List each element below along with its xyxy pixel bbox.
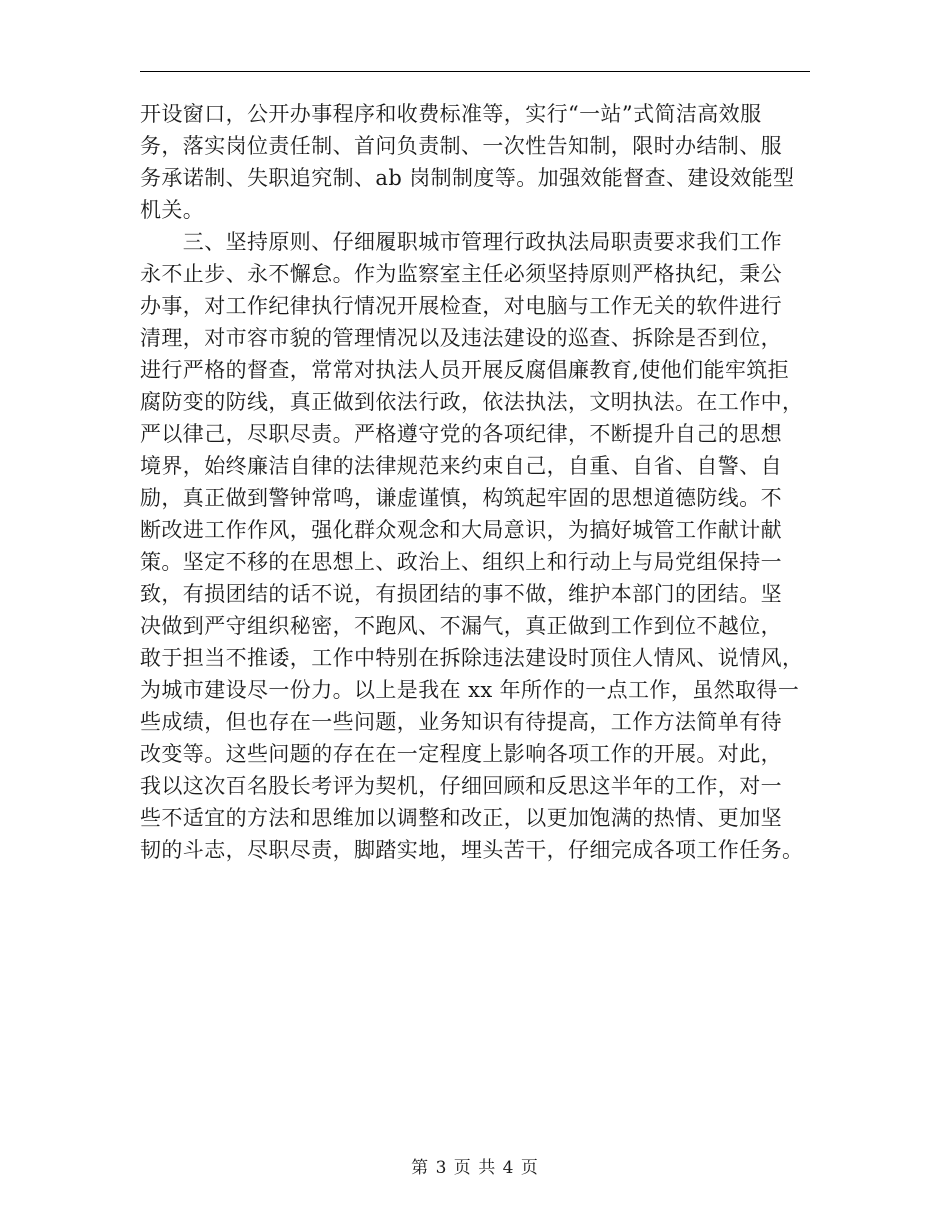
text-line: 励，真正做到警钟常鸣，谦虚谨慎，构筑起牢固的思想道德防线。不	[140, 486, 782, 510]
text-line: 断改进工作作风，强化群众观念和大局意识，为搞好城管工作献计献	[140, 518, 782, 542]
text-line: 敢于担当不推诿，工作中特别在拆除违法建设时顶住人情风、说情风，	[140, 646, 804, 670]
body-text	[140, 98, 812, 866]
text-line: 办事，对工作纪律执行情况开展检查，对电脑与工作无关的软件进行	[140, 294, 782, 318]
header-rule	[140, 71, 810, 72]
paragraph-start-line: 三、坚持原则、仔细履职城市管理行政执法局职责要求我们工作	[140, 230, 782, 254]
text-line: 务承诺制、失职追究制、ab 岗制制度等。加强效能督查、建设效能型	[140, 166, 795, 190]
page-number-footer: 第 3 页 共 4 页	[411, 1158, 539, 1178]
text-line: 些不适宜的方法和思维加以调整和改正，以更加饱满的热情、更加坚	[140, 806, 782, 830]
text-line: 务，落实岗位责任制、首问负责制、一次性告知制，限时办结制、服	[140, 134, 782, 158]
text-line: 清理，对市容市貌的管理情况以及违法建设的巡查、拆除是否到位，	[140, 326, 782, 350]
text-line: 些成绩，但也存在一些问题，业务知识有待提高，工作方法简单有待	[140, 710, 782, 734]
text-line: 永不止步、永不懈怠。作为监察室主任必须坚持原则严格执纪，秉公	[140, 262, 782, 286]
text-line: 韧的斗志，尽职尽责，脚踏实地，埋头苦干，仔细完成各项工作任务。	[140, 838, 804, 862]
text-line: 开设窗口，公开办事程序和收费标准等，实行“一站”式简洁高效服	[140, 102, 762, 126]
text-line: 腐防变的防线，真正做到依法行政，依法执法，文明执法。在工作中，	[140, 390, 804, 414]
text-line: 境界，始终廉洁自律的法律规范来约束自己，自重、自省、自警、自	[140, 454, 782, 478]
text-line: 决做到严守组织秘密，不跑风、不漏气，真正做到工作到位不越位，	[140, 614, 782, 638]
text-line: 我以这次百名股长考评为契机，仔细回顾和反思这半年的工作，对一	[140, 774, 782, 798]
text-line: 策。坚定不移的在思想上、政治上、组织上和行动上与局党组保持一	[140, 550, 782, 574]
text-line: 为城市建设尽一份力。以上是我在 xx 年所作的一点工作，虽然取得一	[140, 678, 800, 702]
text-line: 改变等。这些问题的存在在一定程度上影响各项工作的开展。对此，	[140, 742, 782, 766]
text-line: 严以律己，尽职尽责。严格遵守党的各项纪律，不断提升自己的思想	[140, 422, 782, 446]
text-line: 进行严格的督查，常常对执法人员开展反腐倡廉教育,使他们能牢筑拒	[140, 358, 790, 382]
text-line: 机关。	[140, 198, 205, 222]
text-line: 致，有损团结的话不说，有损团结的事不做，维护本部门的团结。坚	[140, 582, 782, 606]
